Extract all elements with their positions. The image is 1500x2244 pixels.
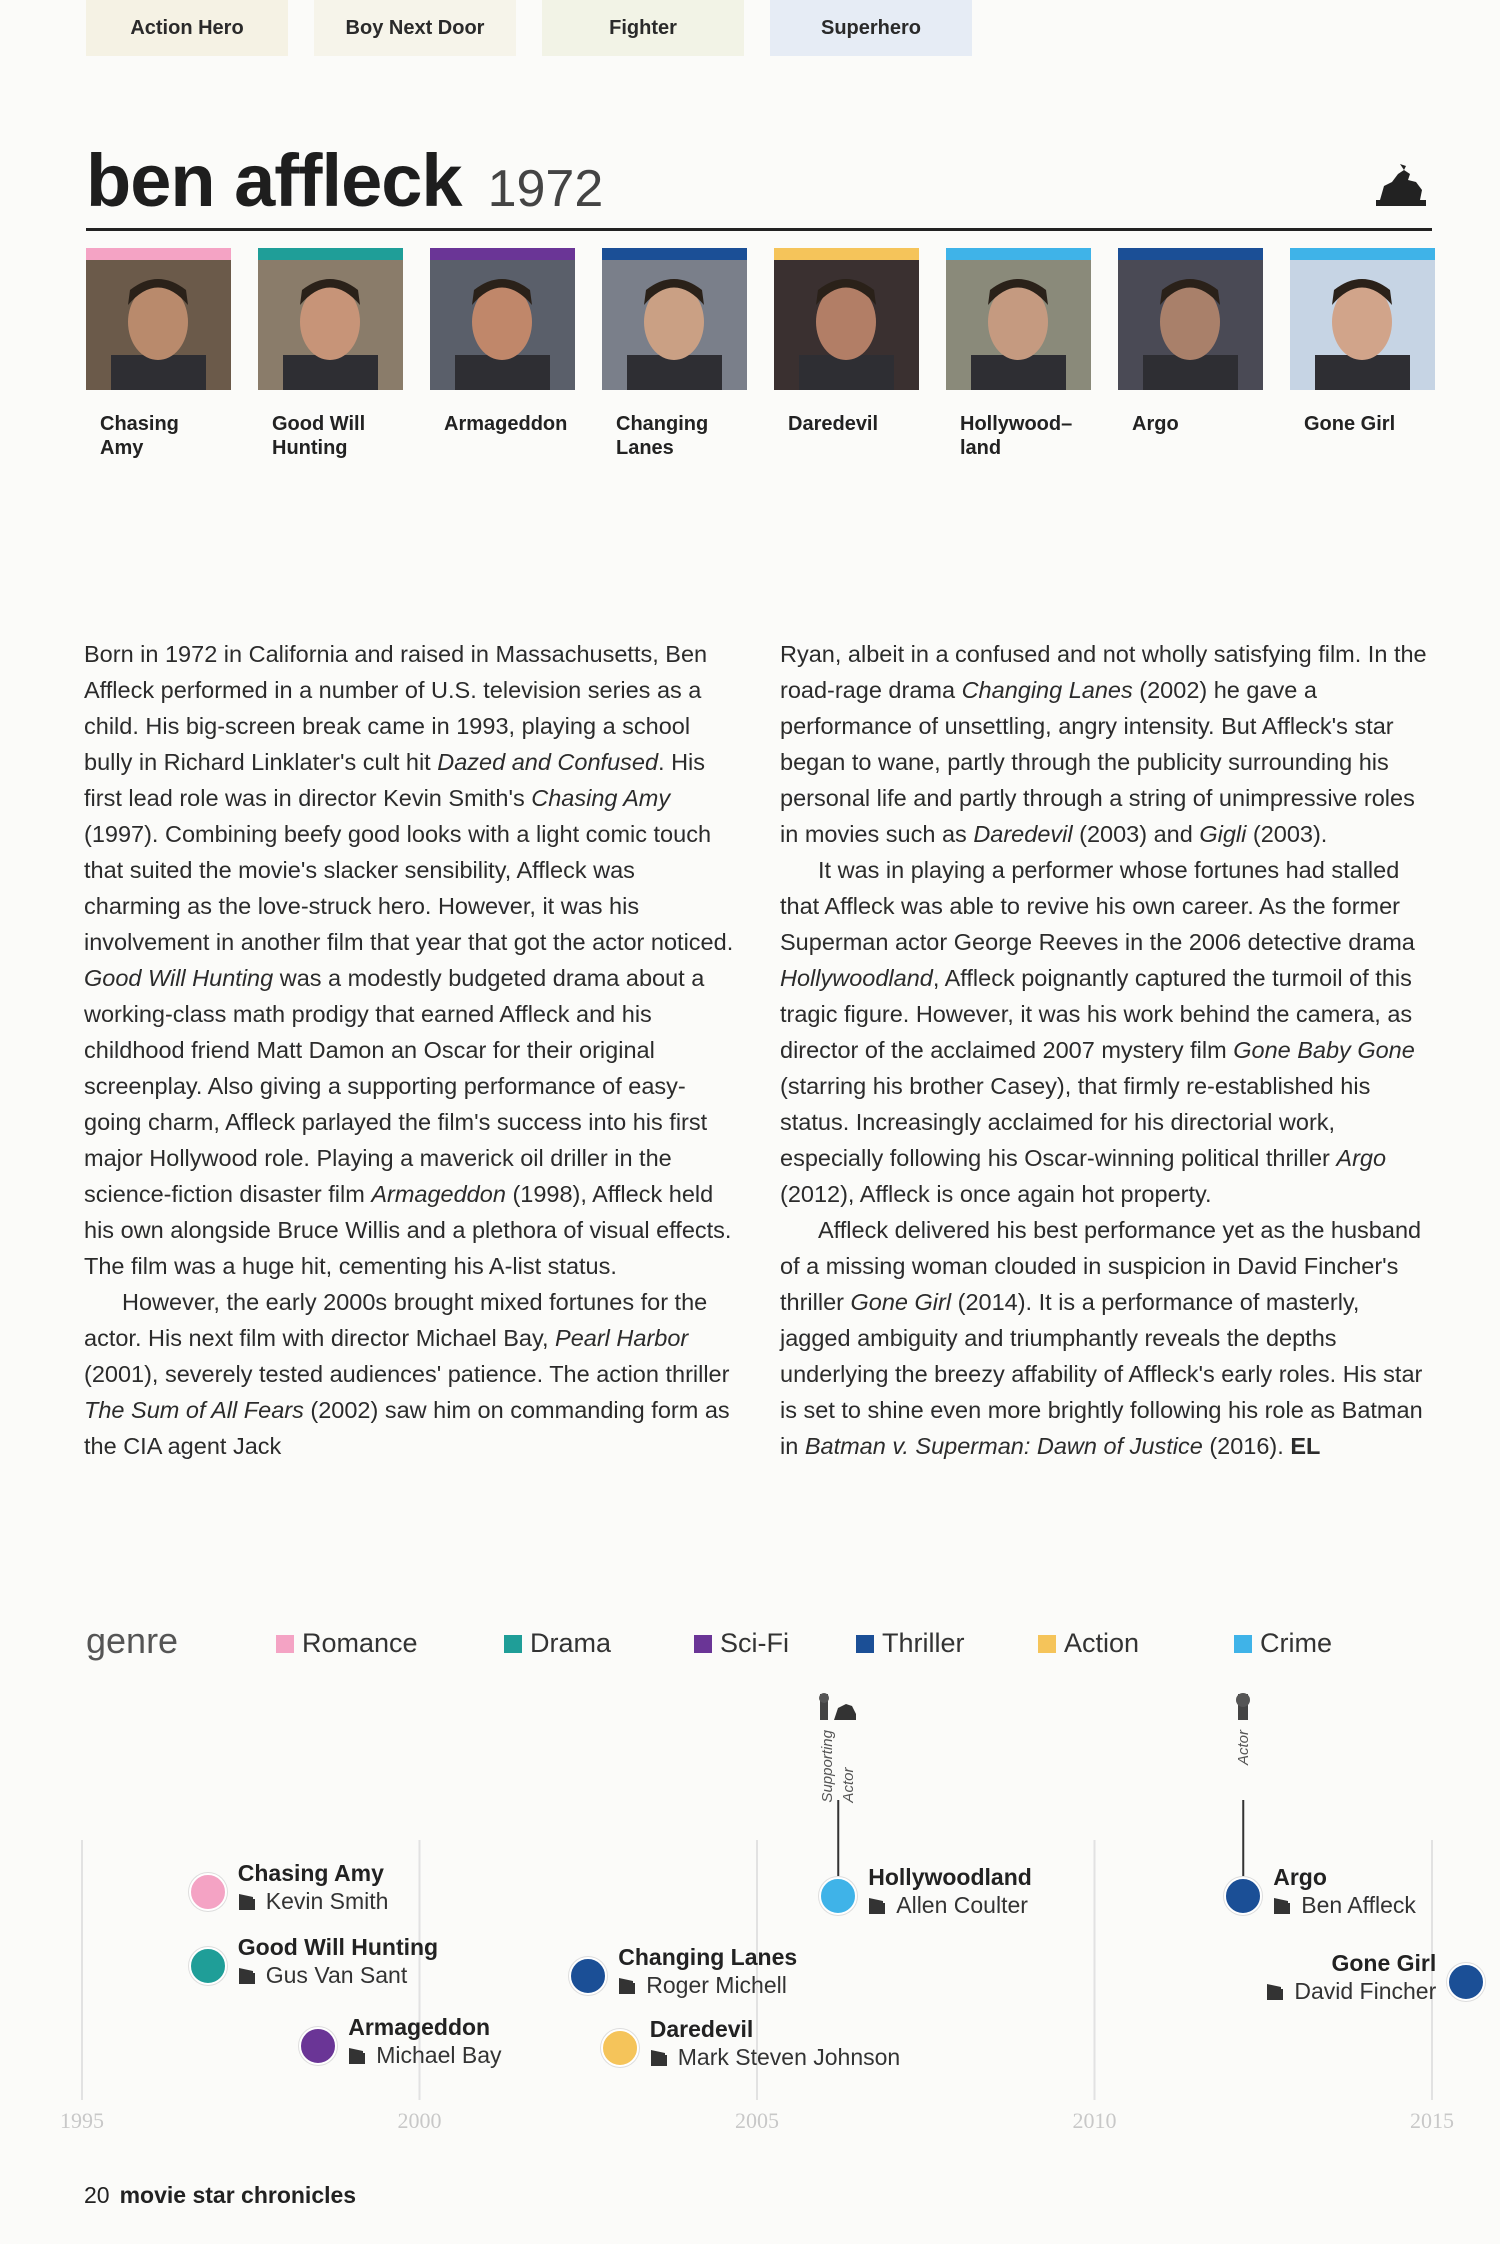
film-title: Hollywood– land (960, 413, 1073, 459)
timeline-film-title: Changing Lanes (618, 1944, 798, 1970)
page-title (86, 138, 603, 223)
title-rule (86, 228, 1432, 231)
film-still (258, 260, 403, 390)
film-still (430, 260, 575, 390)
year-label: 1995 (60, 2108, 104, 2133)
legend-item (1038, 1628, 1139, 1659)
body-column-1 (84, 636, 736, 1464)
film-card[interactable] (1290, 248, 1435, 460)
paragraph: It was in playing a performer whose fortunes had stalled that Affleck was able to revive his own career. As the former Superman actor George Reeves in the 2006 detective drama Hollywoodland, Affleck poignantly captured the turmoil of this tragic figure. However, it was his work behind the camera, as director of the acclaimed 2007 mystery film Gone Baby Gone (starring his brother Casey), that firmly re-established his status. Increasingly acclaimed for his directorial work, especially following his Oscar-winning political thriller Argo (2012), Affleck is once again hot property. (780, 857, 1415, 1207)
category-tabs (86, 0, 972, 56)
tab-fighter[interactable]: Fighter (542, 0, 744, 56)
timeline-director (238, 1962, 408, 1989)
genre-color-bar (258, 248, 403, 260)
film-marker[interactable] (1224, 1877, 1262, 1915)
career-timeline (0, 1670, 1500, 2140)
legend-label: Sci-Fi (720, 1628, 789, 1658)
director-name: Roger Michell (646, 1972, 787, 1998)
film-still (1118, 260, 1263, 390)
timeline-director (238, 1888, 389, 1915)
legend-label: Crime (1260, 1628, 1332, 1658)
legend-item (856, 1628, 965, 1659)
legend-label: Action (1064, 1628, 1140, 1658)
body-column-2 (780, 636, 1436, 1464)
clapperboard-icon (868, 1897, 886, 1915)
film-marker[interactable] (569, 1957, 607, 1995)
paragraph: Affleck delivered his best performance yet as the husband of a missing woman clouded in suspicion in David Fincher's thriller Gone Girl (2014). It is a performance of masterly, jagged ambiguity and triumphantly reveals the depths underlying the breezy affability of Affleck's early roles. His star is set to shine even more brightly following his role as Batman in Batman v. Superman: Dawn of Justice (2016). EL (780, 1217, 1423, 1459)
film-title: Chasing Amy (100, 413, 179, 459)
director-name: Ben Affleck (1301, 1892, 1416, 1918)
film-marker[interactable] (189, 1873, 227, 1911)
film-card[interactable] (258, 248, 403, 460)
year-label: 2015 (1410, 2108, 1454, 2133)
director-name: David Fincher (1294, 1978, 1437, 2004)
legend-label: Romance (302, 1628, 418, 1658)
film-title: Gone Girl (1304, 413, 1396, 435)
director-name: Kevin Smith (265, 1888, 389, 1914)
film-title: Armageddon (444, 413, 568, 435)
actor-name: ben affleck (86, 139, 462, 222)
timeline-director (650, 2044, 900, 2071)
timeline-director (868, 1892, 1028, 1919)
film-card[interactable] (774, 248, 919, 460)
book-title: movie star chronicles (119, 2182, 357, 2208)
film-card[interactable] (946, 248, 1091, 460)
film-still (774, 260, 919, 390)
film-title: Changing Lanes (616, 413, 709, 459)
film-marker[interactable] (299, 2027, 337, 2065)
clapperboard-icon (1266, 1983, 1284, 2001)
award-badge (1221, 1690, 1265, 1765)
legend-item (1234, 1628, 1332, 1659)
page-footer (84, 2182, 356, 2209)
film-marker[interactable] (189, 1947, 227, 1985)
timeline-director (1273, 1892, 1416, 1919)
genre-color-bar (946, 248, 1091, 260)
legend-swatch (694, 1635, 712, 1653)
timeline-director (1266, 1978, 1436, 2005)
director-name: Mark Steven Johnson (677, 2044, 901, 2070)
director-name: Allen Coulter (896, 1892, 1028, 1918)
film-title: Argo (1132, 413, 1179, 435)
paragraph: Ryan, albeit in a confused and not wholly satisfying film. In the road-rage drama Changing Lanes (2002) he gave a performance of unsettling, angry intensity. But Affleck's star began to wane, partly through the publicity surrounding his personal life and partly through a string of unimpressive roles in movies such as Daredevil (2003) and Gigli (2003). (780, 641, 1427, 847)
page-number: 20 (84, 2182, 110, 2208)
tab-superhero[interactable]: Superhero (770, 0, 972, 56)
film-strip (86, 248, 1435, 460)
genre-label: genre (86, 1620, 179, 1661)
tab-boy-next-door[interactable]: Boy Next Door (314, 0, 516, 56)
timeline-film-title: Armageddon (348, 2014, 491, 2040)
award-badge (816, 1690, 860, 1803)
genre-color-bar (1290, 248, 1435, 260)
bafta-and-lion-award-icon (816, 1690, 860, 1724)
award-category: Supporting (819, 1730, 837, 1803)
director-name: Gus Van Sant (265, 1962, 408, 1988)
timeline-film-title: Hollywoodland (868, 1864, 1032, 1890)
award-role: Actor (840, 1767, 858, 1803)
clapperboard-icon (1273, 1897, 1291, 1915)
year-label: 2010 (1072, 2108, 1117, 2133)
clapperboard-icon (348, 2047, 366, 2065)
legend-label: Drama (530, 1628, 612, 1658)
bafta-award-icon (1221, 1690, 1265, 1724)
author-initials: EL (1290, 1433, 1321, 1459)
legend-swatch (856, 1635, 874, 1653)
legend-swatch (1038, 1635, 1056, 1653)
film-still (946, 260, 1091, 390)
birth-year: 1972 (487, 160, 604, 218)
film-still (1290, 260, 1435, 390)
film-marker[interactable] (601, 2029, 639, 2067)
year-label: 2005 (735, 2108, 779, 2133)
legend-item (504, 1628, 611, 1659)
film-card[interactable] (1118, 248, 1263, 460)
clapperboard-icon (238, 1967, 256, 1985)
director-name: Michael Bay (376, 2042, 502, 2068)
timeline-film-title: Gone Girl (1331, 1950, 1437, 1976)
timeline-film-title: Good Will Hunting (237, 1934, 439, 1960)
timeline-director (618, 1972, 787, 1999)
award-role: Actor (1234, 1730, 1252, 1766)
film-still (86, 260, 231, 390)
paragraph: Born in 1972 in California and raised in Massachusetts, Ben Affleck performed in a number of U.S. television series as a child. His big-screen break came in 1993, playing a school bully in Richard Linklater's cult hit Dazed and Confused. His first lead role was in director Kevin Smith's Chasing Amy (1997). Combining beefy good looks with a light comic touch that suited the movie's slacker sensibility, Affleck was charming as the love-struck hero. However, it was his involvement in another film that year that got the actor noticed. Good Will Hunting was a modestly budgeted drama about a working-class math prodigy that earned Affleck and his childhood friend Matt Damon an Oscar for their original screenplay. Also giving a supporting performance of easy-going charm, Affleck parlayed the film's success into his first major Hollywood role. Playing a maverick oil driller in the science-fiction disaster film Armageddon (1998), Affleck held his own alongside Bruce Willis and a plethora of visual effects. The film was a huge hit, cementing his A-list status. (84, 641, 734, 1279)
tab-action-hero[interactable]: Action Hero (86, 0, 288, 56)
genre-color-bar (1118, 248, 1263, 260)
clapperboard-icon (650, 2049, 668, 2067)
film-card[interactable] (86, 248, 231, 460)
clapperboard-icon (618, 1977, 636, 1995)
film-title: Good Will Hunting (272, 413, 366, 459)
legend-swatch (1234, 1635, 1252, 1653)
genre-legend (86, 1620, 1436, 1664)
film-card[interactable] (602, 248, 747, 460)
genre-color-bar (430, 248, 575, 260)
legend-item (694, 1628, 789, 1659)
film-title: Daredevil (788, 413, 879, 435)
film-marker[interactable] (819, 1877, 857, 1915)
timeline-director (348, 2042, 501, 2069)
film-card[interactable] (430, 248, 575, 460)
legend-label: Thriller (882, 1628, 965, 1658)
genre-color-bar (774, 248, 919, 260)
legend-item (276, 1628, 418, 1659)
year-label: 2000 (397, 2108, 442, 2133)
legend-swatch (504, 1635, 522, 1653)
film-still (602, 260, 747, 390)
timeline-film-title: Argo (1273, 1864, 1327, 1890)
venice-lion-icon (1370, 160, 1432, 208)
timeline-film-title: Daredevil (649, 2016, 754, 2042)
legend-swatch (276, 1635, 294, 1653)
genre-color-bar (86, 248, 231, 260)
film-marker[interactable] (1447, 1963, 1485, 2001)
paragraph: However, the early 2000s brought mixed fortunes for the actor. His next film with director Michael Bay, Pearl Harbor (2001), severely tested audiences' patience. The action thriller The Sum of All Fears (2002) saw him on commanding form as the CIA agent Jack (84, 1289, 730, 1459)
clapperboard-icon (238, 1893, 256, 1911)
timeline-film-title: Chasing Amy (237, 1860, 384, 1886)
genre-color-bar (602, 248, 747, 260)
